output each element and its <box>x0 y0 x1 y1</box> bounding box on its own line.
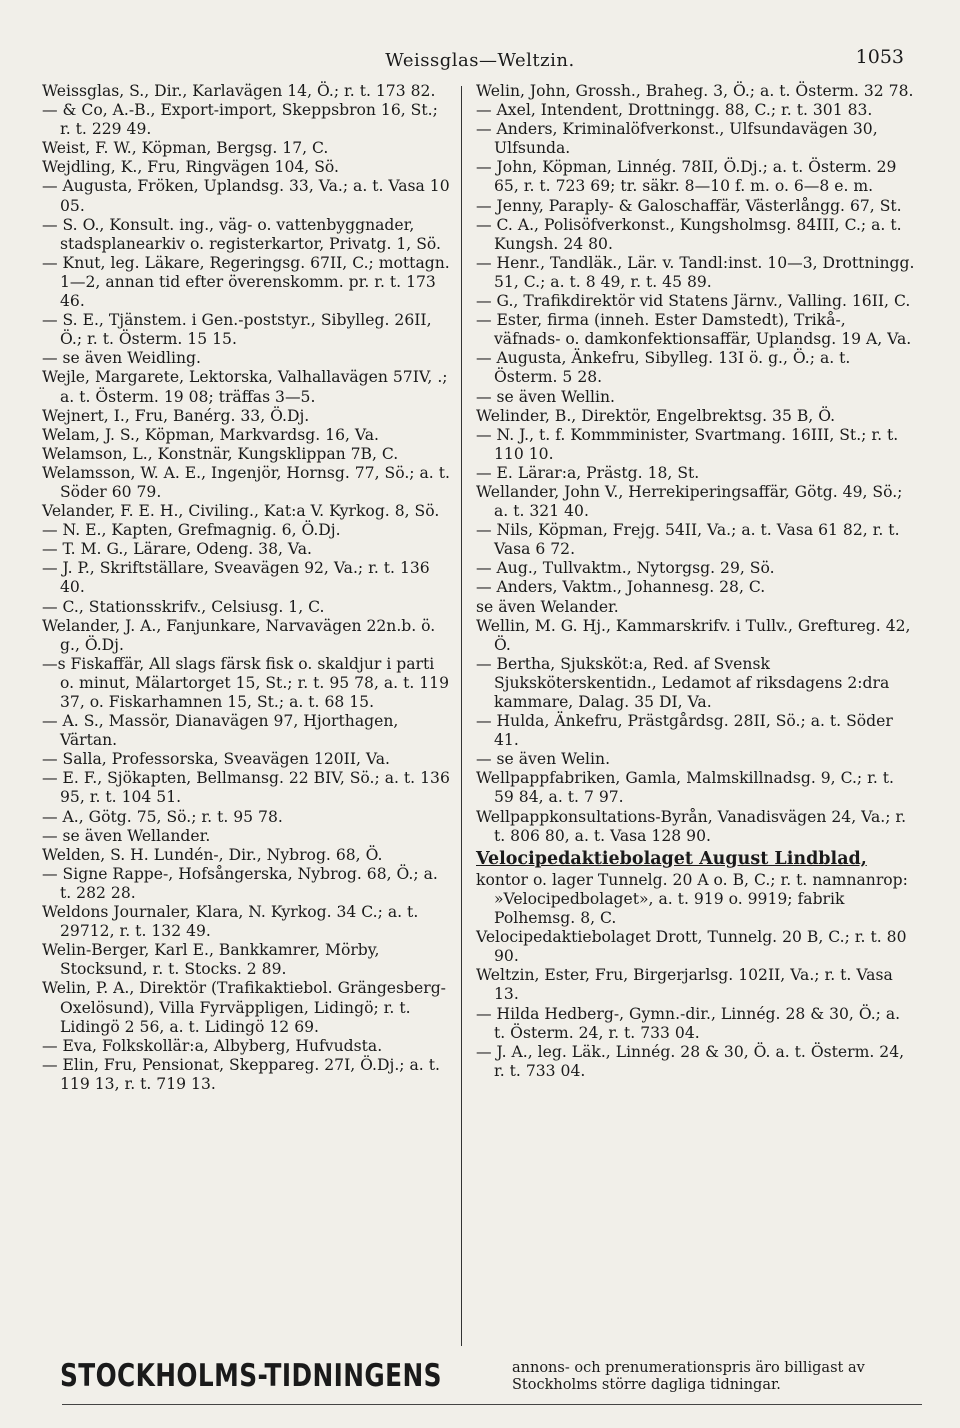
directory-entry: — Anders, Vaktm., Johannesg. 28, C. <box>476 578 766 597</box>
directory-entry: — S. E., Tjänstem. i Gen.-poststyr., Sibylleg. 26II, Ö.; r. t. Österm. 15 15. <box>42 311 432 349</box>
directory-entry: — se även Wellin. <box>476 387 616 406</box>
directory-entry: — Anders, Kriminalöfverkonst., Ulfsundavägen 30, Ulfsunda. <box>476 120 878 158</box>
directory-entry: Welander, J. A., Fanjunkare, Narvavägen 22n.b. ö. g., Ö.Dj. <box>42 616 436 654</box>
column-divider <box>461 86 462 1346</box>
directory-entry: — J. A., leg. Läk., Linnég. 28 & 30, Ö. a. t. Österm. 24, r. t. 733 04. <box>476 1042 905 1080</box>
page-header <box>0 46 960 76</box>
directory-entry: — E. Lärar:a, Prästg. 18, St. <box>476 463 700 482</box>
page-number: 1053 <box>855 46 904 68</box>
directory-entry: — G., Trafikdirektör vid Statens Järnv., Valling. 16II, C. <box>476 292 911 311</box>
directory-entry: — C., Stationsskrifv., Celsiusg. 1, C. <box>42 597 325 616</box>
directory-entry: — Hulda, Änkefru, Prästgårdsg. 28II, Sö.; a. t. Söder 41. <box>476 712 893 750</box>
right-column <box>476 82 916 1081</box>
directory-entry: Wejnert, I., Fru, Banérg. 33, Ö.Dj. <box>42 406 310 425</box>
directory-entry: —s Fiskaffär, All slags färsk fisk o. skaldjur i parti o. minut, Mälartorget 15, St.; r. t. 95 78, a. t. 119 37, o. Fiskarhamnen 15, St.; a. t. 68 15. <box>42 654 450 711</box>
directory-entry: Weissglas, S., Dir., Karlavägen 14, Ö.; r. t. 173 82. <box>42 82 436 100</box>
directory-entry: — N. E., Kapten, Grefmagnig. 6, Ö.Dj. <box>42 521 341 540</box>
directory-entry: Velander, F. E. H., Civiling., Kat:a V. Kyrkog. 8, Sö. <box>42 502 440 521</box>
footer-rule <box>62 1404 922 1405</box>
directory-entry: — Elin, Fru, Pensionat, Skeppareg. 27I, Ö.Dj.; a. t. 119 13, r. t. 719 13. <box>42 1055 440 1093</box>
directory-entry: — Knut, leg. Läkare, Regeringsg. 67II, C.; mottagn. 1—2, annan tid efter överenskomm. pr. r. t. 173 46. <box>42 253 450 311</box>
newspaper-tagline: annons- och prenumerationspris äro billigast av Stockholms större dagliga tidningar. <box>512 1360 865 1393</box>
directory-entry: — John, Köpman, Linnég. 78II, Ö.Dj.; a. t. Österm. 29 65, r. t. 723 69; tr. säkr. 8—10 f. m. o. 6—8 e. m. <box>476 158 897 196</box>
directory-entry: — Eva, Folkskollär:a, Albyberg, Hufvudsta. <box>42 1036 383 1055</box>
directory-entry: — Bertha, Sjuksköt:a, Red. af Svensk Sjuksköterskentidn., Ledamot af riksdagens 2:dra kammare, Dalag. 35 DI, Va. <box>476 654 890 711</box>
directory-entry: Welam, J. S., Köpman, Markvardsg. 16, Va. <box>42 425 380 444</box>
right-column-entries <box>476 82 916 846</box>
directory-entry: — Ester, firma (inneh. Ester Damstedt), Trikå-, väfnads- o. damkonfektionsaffär, Uplandsg. 19 A, Va. <box>476 311 912 349</box>
directory-entry: Welin, P. A., Direktör (Trafikaktiebol. Grängesberg-Oxelösund), Villa Fyrväppligen, Lidingö; r. t. Lidingö 2 56, a. t. Lidingö 12 69. <box>42 979 446 1036</box>
directory-entry: — & Co, A.-B., Export-import, Skeppsbron 16, St.; r. t. 229 49. <box>42 101 438 139</box>
ad-entries <box>476 871 916 1081</box>
directory-entry: — Salla, Professorska, Sveavägen 120II, Va. <box>42 750 390 769</box>
directory-entry: — Aug., Tullvaktm., Nytorgsg. 29, Sö. <box>476 559 775 578</box>
directory-entry: Welinder, B., Direktör, Engelbrektsg. 35 B, Ö. <box>476 406 836 425</box>
directory-entry: — T. M. G., Lärare, Odeng. 38, Va. <box>42 540 312 559</box>
directory-entry: — Augusta, Änkefru, Sibylleg. 13I ö. g., Ö.; a. t. Österm. 5 28. <box>476 349 851 387</box>
directory-entry: — se även Welin. <box>476 750 611 769</box>
directory-entry: Welden, S. H. Lundén-, Dir., Nybrog. 68, Ö. <box>42 845 383 864</box>
footer-advert <box>42 1358 922 1408</box>
directory-entry: — J. P., Skriftställare, Sveavägen 92, Va.; r. t. 136 40. <box>42 559 430 597</box>
directory-entry: — Hilda Hedberg-, Gymn.-dir., Linnég. 28 & 30, Ö.; a. t. Österm. 24, r. t. 733 04. <box>476 1004 901 1042</box>
directory-entry: — S. O., Konsult. ing., väg- o. vattenbyggnader, stadsplanearkiv o. registerkartor, Privatg. 1, Sö. <box>42 215 441 253</box>
directory-entry: Weist, F. W., Köpman, Bergsg. 17, C. <box>42 139 329 158</box>
directory-entry: se även Welander. <box>476 597 619 616</box>
directory-entry: — Henr., Tandläk., Lär. v. Tandl:inst. 10—3, Drottningg. 51, C.; a. t. 8 49, r. t. 45 89. <box>476 253 915 291</box>
directory-entry: Weldons Journaler, Klara, N. Kyrkog. 34 C.; a. t. 29712, r. t. 132 49. <box>42 903 419 941</box>
directory-entry: Welin-Berger, Karl E., Bankkamrer, Mörby, Stocksund, r. t. Stocks. 2 89. <box>42 941 380 979</box>
directory-entry: — Nils, Köpman, Frejg. 54II, Va.; a. t. Vasa 61 82, r. t. Vasa 6 72. <box>476 521 900 559</box>
directory-entry: kontor o. lager Tunnelg. 20 A o. B, C.; r. t. namnanrop: »Velocipedbolaget», a. t. 919 o. 9919; fabrik Polhemsg. 8, C. <box>476 870 908 928</box>
directory-entry: Welin, John, Grossh., Braheg. 3, Ö.; a. t. Österm. 32 78. <box>476 82 914 100</box>
directory-entry: — Jenny, Paraply- & Galoschaffär, Västerlångg. 67, St. <box>476 196 902 215</box>
directory-entry: Velocipedaktiebolaget Drott, Tunnelg. 20 B, C.; r. t. 80 90. <box>476 928 907 966</box>
directory-entry: — Augusta, Fröken, Uplandsg. 33, Va.; a. t. Vasa 10 05. <box>42 177 450 215</box>
directory-entry: Welamson, L., Konstnär, Kungsklippan 7B, C. <box>42 444 399 463</box>
directory-entry: Wellpappkonsultations-Byrån, Vanadisvägen 24, Va.; r. t. 806 80, a. t. Vasa 128 90. <box>476 807 907 845</box>
directory-entry: — Axel, Intendent, Drottningg. 88, C.; r. t. 301 83. <box>476 101 873 120</box>
directory-entry: Weltzin, Ester, Fru, Birgerjarlsg. 102II, Va.; r. t. Vasa 13. <box>476 966 893 1004</box>
directory-entry: Wejdling, K., Fru, Ringvägen 104, Sö. <box>42 158 339 177</box>
directory-entry: — N. J., t. f. Kommminister, Svartmang. 16III, St.; r. t. 110 10. <box>476 425 899 463</box>
newspaper-name: STOCKHOLMS-TIDNINGENS <box>60 1358 442 1394</box>
directory-entry: — A., Götg. 75, Sö.; r. t. 95 78. <box>42 807 283 826</box>
directory-entry: — C. A., Polisöfverkonst., Kungsholmsg. 84III, C.; a. t. Kungsh. 24 80. <box>476 215 902 253</box>
directory-entry: Wellander, John V., Herrekiperingsaffär, Götg. 49, Sö.; a. t. 321 40. <box>476 482 903 521</box>
ad-heading: Velocipedaktiebolaget August Lindblad, <box>476 848 867 869</box>
directory-entry: — se även Wellander. <box>42 826 211 845</box>
directory-entry: Wejle, Margarete, Lektorska, Valhallavägen 57IV, .; a. t. Österm. 19 08; träffas 3—5. <box>42 368 448 406</box>
directory-entry: — Signe Rappe-, Hofsångerska, Nybrog. 68, Ö.; a. t. 282 28. <box>42 864 438 902</box>
running-head: Weissglas—Weltzin. <box>385 50 575 71</box>
directory-entry: Wellin, M. G. Hj., Kammarskrifv. i Tullv., Greftureg. 42, Ö. <box>476 616 911 654</box>
left-column <box>42 82 452 1094</box>
directory-entry: — se även Weidling. <box>42 349 201 368</box>
directory-entry: Wellpappfabriken, Gamla, Malmskillnadsg. 9, C.; r. t. 59 84, a. t. 7 97. <box>476 769 894 807</box>
directory-entry: — E. F., Sjökapten, Bellmansg. 22 BIV, Sö.; a. t. 136 95, r. t. 104 51. <box>42 769 450 807</box>
directory-entry: Welamsson, W. A. E., Ingenjör, Hornsg. 77, Sö.; a. t. Söder 60 79. <box>42 463 450 501</box>
directory-entry: — A. S., Massör, Dianavägen 97, Hjorthagen, Värtan. <box>42 712 399 750</box>
